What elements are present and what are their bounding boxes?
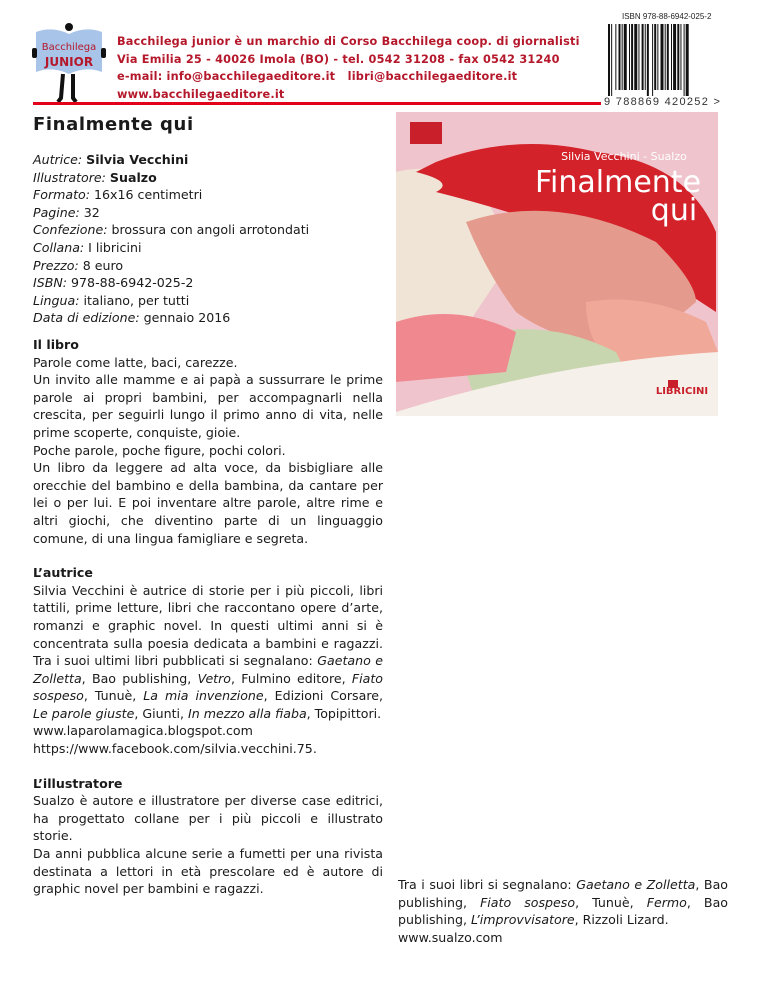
svg-text:JUNIOR: JUNIOR — [44, 55, 94, 69]
book-title-ref: Gaetano e Zolletta — [33, 653, 383, 686]
detail-row — [33, 221, 383, 239]
text: Poche parole, poche figure, pochi colori. — [33, 442, 286, 458]
detail-label: Autrice: — [33, 152, 83, 167]
section — [33, 564, 383, 758]
paragraph — [33, 792, 383, 845]
detail-row — [33, 151, 383, 169]
detail-row — [33, 274, 383, 292]
paragraph — [398, 876, 728, 929]
barcode-bar — [611, 24, 612, 96]
text: Silvia Vecchini è autrice di storie per i più piccoli, libri tattili, prime letture, libri che raccontano opere d’arte, romanzi e graphic novel. In questi ultimi anni si è concentrata sulla poesia dedicata a bambini e ragazzi. Tra i suoi ultimi libri pubblicati si segnalano: — [33, 582, 383, 669]
section-heading: L’autrice — [33, 565, 93, 581]
book-title-ref: Le parole giuste — [33, 705, 135, 721]
detail-value: Sualzo — [109, 169, 157, 185]
text: Un invito alle mamme e ai papà a sussurrare le prime parole ai propri bambini, per accompagnarli nella crescita, per seguirli lungo il primo anno di vita, nelle prime scoperte, conquiste, gioie. — [33, 372, 383, 440]
link[interactable]: www.laparolamagica.blogspot.com — [33, 723, 253, 739]
barcode — [606, 24, 714, 96]
barcode-bar — [631, 24, 633, 90]
detail-label: Data di edizione: — [33, 310, 140, 326]
book-title-ref: Fiato sospeso — [33, 670, 383, 704]
barcode-bar — [642, 24, 644, 90]
book-title-ref: Vetro — [197, 670, 232, 686]
detail-row — [33, 292, 383, 310]
detail-label: Formato: — [33, 187, 90, 203]
barcode-bar — [634, 24, 637, 90]
book-title-ref: In mezzo alla fiaba — [188, 705, 307, 721]
section-heading: L’illustratore — [33, 775, 123, 791]
barcode-bar — [647, 24, 649, 96]
paragraph — [33, 582, 383, 723]
detail-value: gennaio 2016 — [143, 310, 231, 326]
section — [33, 336, 383, 547]
detail-value: brossura con angoli arrotondati — [111, 222, 310, 238]
barcode-bar — [673, 24, 676, 90]
barcode-bar — [671, 24, 672, 90]
detail-label: Pagine: — [33, 204, 80, 220]
detail-label: Lingua: — [33, 292, 80, 308]
book-cover-image — [396, 112, 718, 416]
text: , Tunuè, — [83, 688, 144, 704]
paragraph — [33, 740, 383, 758]
barcode-bar — [645, 24, 646, 90]
text: Parole come latte, baci, carezze. — [33, 354, 238, 370]
book-details — [33, 151, 383, 327]
barcode-bar — [652, 24, 653, 96]
text: , Bao publishing, — [398, 894, 728, 928]
barcode-bar — [680, 24, 681, 90]
detail-row — [33, 257, 383, 275]
paragraph — [398, 929, 728, 947]
paragraph — [33, 442, 383, 460]
detail-value: 32 — [83, 204, 100, 220]
text: , Tunuè, — [575, 894, 647, 910]
barcode-bar — [622, 24, 623, 90]
cover-authors: Silvia Vecchini - Sualzo — [561, 150, 687, 163]
barcode-digits: 9 788869 420252 > — [604, 96, 722, 108]
link[interactable]: https://www.facebook.com/silvia.vecchini.75. — [33, 741, 317, 757]
bacchilega-junior-logo — [30, 22, 108, 104]
cover-title-line2: qui — [650, 193, 698, 228]
text: , Rizzoli Lizard. — [574, 912, 669, 928]
detail-value: I libricini — [88, 239, 142, 255]
book-title-ref: Fermo — [646, 894, 687, 910]
detail-label: ISBN: — [33, 275, 68, 291]
website-line[interactable]: www.bacchilegaeditore.it — [117, 87, 285, 101]
detail-label: Illustratore: — [33, 169, 106, 185]
barcode-bar — [638, 24, 639, 90]
barcode-bar — [654, 24, 656, 90]
svg-text:Bacchilega: Bacchilega — [41, 42, 97, 53]
paragraph — [33, 845, 383, 898]
isbn-label: ISBN 978-88-6942-025-2 — [622, 12, 712, 21]
paragraph — [33, 371, 383, 441]
address-line: Via Emilia 25 - 40026 Imola (BO) - tel. 0542 31208 - fax 0542 31240 — [117, 52, 560, 66]
book-title: Finalmente qui — [33, 114, 194, 135]
text: , Fulmino editore, — [231, 670, 352, 686]
detail-row — [33, 204, 383, 222]
detail-row — [33, 186, 383, 204]
text: Un libro da leggere ad alta voce, da bisbigliare alle orecchie del bambino e della bambina, da cantare per lei o per lui. E poi inventare altre parole, altre rime e altri giochi, che diventino parte di un linguaggio comune, di una lingua famigliare e segreta. — [33, 460, 383, 546]
book-title-ref: La mia invenzione — [143, 688, 264, 704]
barcode-bar — [684, 24, 685, 96]
barcode-bar — [608, 24, 610, 96]
header-rule — [33, 102, 601, 105]
detail-row — [33, 169, 383, 187]
barcode-bar — [677, 24, 679, 90]
paragraph — [33, 722, 383, 740]
publisher-line: Bacchilega junior è un marchio di Corso Bacchilega coop. di giornalisti — [117, 35, 580, 48]
barcode-bar — [624, 24, 627, 90]
cover-title-line1: Finalmente — [534, 165, 702, 200]
cover-series-logo: LIBRICINI — [655, 386, 709, 397]
barcode-bar — [665, 24, 666, 90]
barcode-bar — [619, 24, 621, 90]
text: Da anni pubblica alcune serie a fumetti per una rivista destinata a lettori in età prescolare ed è autore di graphic novel per bambini e ragazzi. — [33, 846, 383, 897]
detail-value: italiano, per tutti — [83, 292, 190, 308]
section — [33, 775, 383, 898]
detail-value: 978-88-6942-025-2 — [71, 275, 194, 291]
text: , Bao publishing, — [398, 877, 728, 910]
link[interactable]: www.sualzo.com — [398, 929, 503, 945]
email-line[interactable]: e-mail: info@bacchilegaeditore.it libri@bacchilegaeditore.it — [117, 70, 518, 84]
text: , Edizioni Corsare, — [263, 688, 383, 704]
book-sections — [33, 336, 383, 898]
paragraph — [33, 354, 383, 372]
detail-label: Confezione: — [33, 222, 108, 238]
barcode-bar — [615, 24, 616, 90]
text: , Giunti, — [134, 705, 189, 721]
text: , Topipittori. — [306, 705, 382, 721]
barcode-bar — [667, 24, 669, 90]
publisher-info — [117, 33, 580, 103]
text: Tra i suoi libri si segnalano: — [398, 877, 577, 892]
barcode-bar — [657, 24, 658, 90]
detail-label: Prezzo: — [33, 257, 79, 273]
detail-value: 8 euro — [82, 257, 124, 273]
book-title-ref: L’improvvisatore — [471, 912, 575, 928]
cover-publisher-logo — [410, 122, 442, 144]
text: Sualzo è autore e illustratore per diverse case editrici, ha progettato collane per i più piccoli e illustrato storie. — [33, 793, 383, 844]
paragraph — [33, 459, 383, 547]
detail-value: 16x16 centimetri — [94, 187, 203, 203]
illustrator-books — [398, 876, 728, 946]
detail-label: Collana: — [33, 239, 85, 255]
detail-value: Silvia Vecchini — [86, 152, 189, 167]
barcode-bar — [686, 24, 689, 96]
book-title-ref: Fiato sospeso — [480, 894, 576, 910]
book-title-ref: Gaetano e Zolletta — [576, 877, 696, 892]
section-heading: Il libro — [33, 337, 79, 352]
barcode-bar — [661, 24, 664, 90]
text: , Bao publishing, — [81, 670, 198, 686]
barcode-bar — [629, 24, 630, 90]
detail-row — [33, 309, 383, 327]
detail-row — [33, 239, 383, 257]
